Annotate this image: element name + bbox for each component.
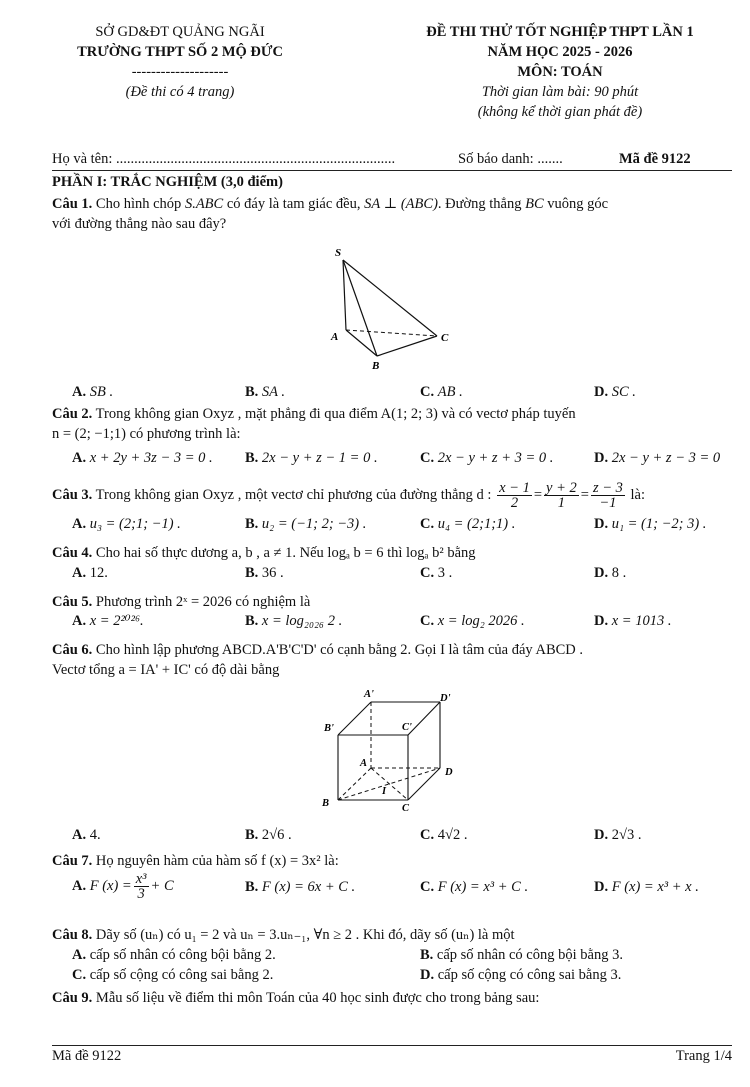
school-name: TRƯỜNG THPT SỐ 2 MỘ ĐỨC xyxy=(77,44,283,60)
option-text: cấp số nhân có công bội bằng 3. xyxy=(436,947,623,963)
option-letter: C. xyxy=(420,450,435,466)
option-text: 2x − y + z − 1 = 0 . xyxy=(261,450,378,466)
subject: MÔN: TOÁN xyxy=(517,64,603,80)
question-5 xyxy=(52,592,732,612)
question-label: Câu 9. xyxy=(52,990,93,1006)
fraction-y xyxy=(544,481,579,510)
option-a[interactable] xyxy=(72,450,213,467)
edge-a1b1 xyxy=(338,702,371,735)
question-text: có đáy là tam giác đều, xyxy=(223,196,365,212)
option-letter: D. xyxy=(594,384,609,400)
q4-options xyxy=(52,565,742,585)
option-d[interactable] xyxy=(594,565,626,582)
edge-ac-hidden xyxy=(346,330,437,336)
option-a[interactable] xyxy=(72,516,181,533)
question-text-line2: n = (2; −1;1) có phương trình là: xyxy=(52,426,241,442)
student-info-row xyxy=(52,151,732,168)
option-letter: A. xyxy=(72,565,87,581)
option-text: u₂ = (−1; 2; −3) . xyxy=(261,516,367,532)
label-a: A xyxy=(331,331,339,343)
option-a[interactable] xyxy=(72,613,144,630)
option-letter: B. xyxy=(245,879,259,895)
fraction-denominator: 2 xyxy=(510,495,519,512)
option-text: SA . xyxy=(261,384,286,400)
option-c[interactable] xyxy=(420,565,452,582)
label-c: C xyxy=(402,803,410,814)
option-d[interactable] xyxy=(594,384,636,401)
question-text-line2: Vectơ tổng a = IA' + IC' có độ dài bằng xyxy=(52,662,280,678)
option-b[interactable] xyxy=(420,947,623,964)
option-text: F (x) = x³ + C . xyxy=(437,879,529,895)
edge-d1c1 xyxy=(408,702,440,735)
question-8 xyxy=(52,925,732,945)
fraction-numerator: x − 1 xyxy=(499,480,530,497)
math-term: BC xyxy=(525,196,544,212)
question-3: Câu 3. Trong không gian Oxyz , một vectơ chỉ phương của đường thẳng d : $\frac{x - 1}{2}$ = $\frac{y + 2}{1}$ = $\frac{z - 3}{-1}$ là: xyxy=(52,480,645,512)
option-letter: A. xyxy=(72,947,87,963)
option-text: 36 . xyxy=(261,565,284,581)
time-limit: Thời gian làm bài: 90 phút xyxy=(481,84,639,100)
option-letter: B. xyxy=(245,516,259,532)
option-b[interactable] xyxy=(245,565,284,582)
question-text-line2: với đường thẳng nào sau đây? xyxy=(52,216,227,232)
option-text: x = log₂ 2026 . xyxy=(437,613,525,629)
question-1 xyxy=(52,194,732,234)
option-letter: C. xyxy=(420,565,435,581)
option-text: u₁ = (1; −2; 3) . xyxy=(611,516,707,532)
question-text: Mẫu số liệu về điểm thi môn Toán của 40 học sinh được cho trong bảng sau: xyxy=(92,990,540,1006)
exam-title: ĐỀ THI THỬ TỐT NGHIỆP THPT LẦN 1 xyxy=(426,24,694,40)
option-letter: A. xyxy=(72,877,87,894)
edge-cd xyxy=(408,768,440,800)
option-b[interactable] xyxy=(245,450,378,467)
option-b[interactable] xyxy=(245,613,342,630)
option-letter: C. xyxy=(420,384,435,400)
question-text: . Đường thẳng xyxy=(437,196,526,212)
option-b[interactable] xyxy=(245,516,366,533)
exam-code: Mã đề 9122 xyxy=(619,151,691,167)
pyramid-figure xyxy=(320,240,460,375)
option-b[interactable] xyxy=(245,827,292,844)
option-a[interactable] xyxy=(72,947,276,964)
option-c[interactable] xyxy=(420,516,515,533)
question-2 xyxy=(52,404,732,444)
fraction-denominator: 3 xyxy=(137,886,145,902)
question-label: Câu 7. xyxy=(52,853,93,869)
option-text: F (x) = xyxy=(89,877,132,894)
exam-header xyxy=(370,22,750,122)
option-text: 12. xyxy=(89,565,108,581)
option-d[interactable] xyxy=(594,450,720,467)
option-c[interactable] xyxy=(420,450,553,467)
student-id-field: Số báo danh: ....... xyxy=(458,151,563,167)
option-text: 4√2 . xyxy=(437,827,468,843)
question-text: vuông góc xyxy=(543,196,609,212)
separator-dashes: -------------------- xyxy=(131,64,229,80)
option-letter: B. xyxy=(245,565,259,581)
edge-bc xyxy=(377,336,437,356)
option-text: cấp số nhân có công bội bằng 2. xyxy=(89,947,276,963)
option-text: 2√3 . xyxy=(611,827,642,843)
page-footer xyxy=(52,1048,732,1065)
option-letter: D. xyxy=(420,967,435,983)
fraction-option-a xyxy=(134,872,149,901)
option-text: 8 . xyxy=(611,565,627,581)
fraction-numerator: x³ xyxy=(135,871,147,887)
section-title: PHẦN I: TRẮC NGHIỆM (3,0 điểm) xyxy=(52,174,283,190)
question-7 xyxy=(52,851,732,871)
option-text: x = 2²⁰²⁶. xyxy=(89,613,144,629)
label-b1: B' xyxy=(324,723,334,734)
fraction-x xyxy=(497,481,532,510)
option-text: + C xyxy=(150,877,174,894)
option-a[interactable] xyxy=(72,872,174,901)
label-c: C xyxy=(441,332,449,344)
option-text: 2x − y + z + 3 = 0 . xyxy=(437,450,554,466)
option-text: 2x − y + z − 3 = 0 xyxy=(611,450,721,466)
option-d[interactable] xyxy=(420,967,621,984)
fraction-numerator: y + 2 xyxy=(546,480,577,497)
fraction-denominator: −1 xyxy=(599,495,617,512)
option-letter: C. xyxy=(72,967,87,983)
option-letter: D. xyxy=(594,516,609,532)
option-letter: C. xyxy=(420,613,435,629)
question-label: Câu 6. xyxy=(52,642,93,658)
footer-divider xyxy=(52,1045,732,1046)
option-text: u₃ = (2;1; −1) . xyxy=(89,516,181,532)
option-text: x + 2y + 3z − 3 = 0 . xyxy=(89,450,213,466)
option-text: 3 . xyxy=(437,565,453,581)
option-text: F (x) = 6x + C . xyxy=(261,879,356,895)
option-letter: A. xyxy=(72,827,87,843)
option-letter: D. xyxy=(594,827,609,843)
question-4 xyxy=(52,543,732,563)
option-b[interactable] xyxy=(245,384,285,401)
math-term: SA ⊥ (ABC) xyxy=(364,196,438,212)
label-a: A xyxy=(360,758,368,769)
diagonal-ac-hidden xyxy=(371,768,408,800)
label-a1: A' xyxy=(364,689,374,700)
option-text: cấp số cộng có công sai bằng 2. xyxy=(89,967,274,983)
footer-exam-code: Mã đề 9122 xyxy=(52,1048,122,1064)
option-a[interactable] xyxy=(72,384,113,401)
question-text: Cho hình chóp xyxy=(92,196,185,212)
option-letter: D. xyxy=(594,450,609,466)
label-b: B xyxy=(322,798,330,809)
question-9 xyxy=(52,988,732,1008)
student-name-field: Họ và tên: ............................................................................. xyxy=(52,151,396,167)
page-number: Trang 1/4 xyxy=(675,1048,732,1064)
option-d[interactable] xyxy=(594,879,699,896)
question-text: Họ nguyên hàm của hàm số f (x) = 3x² là: xyxy=(92,853,339,869)
option-a[interactable] xyxy=(72,827,101,844)
option-text: SC . xyxy=(611,384,636,400)
option-text: AB . xyxy=(437,384,463,400)
option-c[interactable] xyxy=(420,827,467,844)
time-note: (không kể thời gian phát đề) xyxy=(477,104,643,120)
option-b[interactable] xyxy=(245,879,355,896)
option-letter: B. xyxy=(245,384,259,400)
option-d[interactable] xyxy=(594,516,706,533)
option-text: x = 1013 . xyxy=(611,613,672,629)
fraction-z xyxy=(591,481,625,510)
option-c[interactable] xyxy=(420,384,463,401)
label-s: S xyxy=(335,247,342,259)
question-text: Trong không gian Oxyz , mặt phẳng đi qua điểm A(1; 2; 3) và có vectơ pháp tuyến xyxy=(92,406,576,422)
question-text: là: xyxy=(630,487,645,503)
option-text: u₄ = (2;1;1) . xyxy=(437,516,516,532)
school-header xyxy=(50,22,310,102)
header-divider xyxy=(52,170,732,171)
option-d[interactable] xyxy=(594,613,671,630)
option-letter: B. xyxy=(245,827,259,843)
option-letter: B. xyxy=(245,613,259,629)
label-i: I xyxy=(382,786,387,797)
option-letter: A. xyxy=(72,516,87,532)
option-letter: D. xyxy=(594,879,609,895)
label-d: D xyxy=(445,767,453,778)
option-text: SB . xyxy=(89,384,114,400)
q7-options xyxy=(52,872,742,906)
edge-sa xyxy=(343,260,346,330)
q3-options xyxy=(52,516,742,536)
question-6 xyxy=(52,640,732,680)
school-year: NĂM HỌC 2025 - 2026 xyxy=(487,44,633,60)
option-c[interactable] xyxy=(72,967,273,984)
question-text: Cho hình lập phương ABCD.A'B'C'D' có cạnh bằng 2. Gọi I là tâm của đáy ABCD . xyxy=(92,642,584,658)
option-c[interactable] xyxy=(420,879,528,896)
question-text: Cho hai số thực dương a, b , a ≠ 1. Nếu logₐ b = 6 thì logₐ b² bằng xyxy=(92,545,476,561)
q5-options xyxy=(52,613,742,633)
label-c1: C' xyxy=(402,722,412,733)
option-a[interactable] xyxy=(72,565,108,582)
question-text: Phương trình 2ˣ = 2026 có nghiệm là xyxy=(92,594,311,610)
cube-figure xyxy=(312,685,462,815)
option-letter: C. xyxy=(420,879,435,895)
option-text: cấp số cộng có công sai bằng 3. xyxy=(437,967,622,983)
option-d[interactable] xyxy=(594,827,641,844)
label-b: B xyxy=(372,360,380,372)
question-text: Dãy số (uₙ) có u₁ = 2 và uₙ = 3.uₙ₋₁, ∀n ≥ 2 . Khi đó, dãy số (uₙ) là một xyxy=(92,927,515,943)
question-label: Câu 3. xyxy=(52,487,93,503)
fraction-denominator: 1 xyxy=(557,495,565,512)
question-text: Trong không gian Oxyz , một vectơ chỉ phương của đường thẳng d : xyxy=(92,487,492,503)
q2-options xyxy=(52,450,742,470)
math-term: S.ABC xyxy=(184,196,224,212)
department-name: SỞ GD&ĐT QUẢNG NGÃI xyxy=(95,24,265,40)
option-text: 2√6 . xyxy=(261,827,292,843)
option-letter: C. xyxy=(420,516,435,532)
fraction-numerator: z − 3 xyxy=(592,480,623,497)
option-letter: A. xyxy=(72,384,87,400)
option-text: 4. xyxy=(89,827,101,843)
page-count-note: (Đề thi có 4 trang) xyxy=(125,84,235,100)
option-letter: B. xyxy=(245,450,259,466)
option-letter: C. xyxy=(420,827,435,843)
option-text: x = log₂₀₂₆ 2 . xyxy=(261,613,343,629)
q8-options xyxy=(52,947,742,987)
q6-options xyxy=(52,827,742,847)
option-letter: A. xyxy=(72,450,87,466)
label-d1: D' xyxy=(440,693,451,704)
question-label: Câu 8. xyxy=(52,927,93,943)
edge-sc xyxy=(343,260,437,336)
question-label: Câu 5. xyxy=(52,594,93,610)
option-text: F (x) = x³ + x . xyxy=(611,879,699,895)
option-letter: A. xyxy=(72,613,87,629)
question-label: Câu 4. xyxy=(52,545,93,561)
question-label: Câu 2. xyxy=(52,406,93,422)
option-letter: D. xyxy=(594,565,609,581)
option-letter: D. xyxy=(594,613,609,629)
question-label: Câu 1. xyxy=(52,196,93,212)
option-letter: B. xyxy=(420,947,434,963)
q1-options xyxy=(52,384,742,404)
option-c[interactable] xyxy=(420,613,525,630)
